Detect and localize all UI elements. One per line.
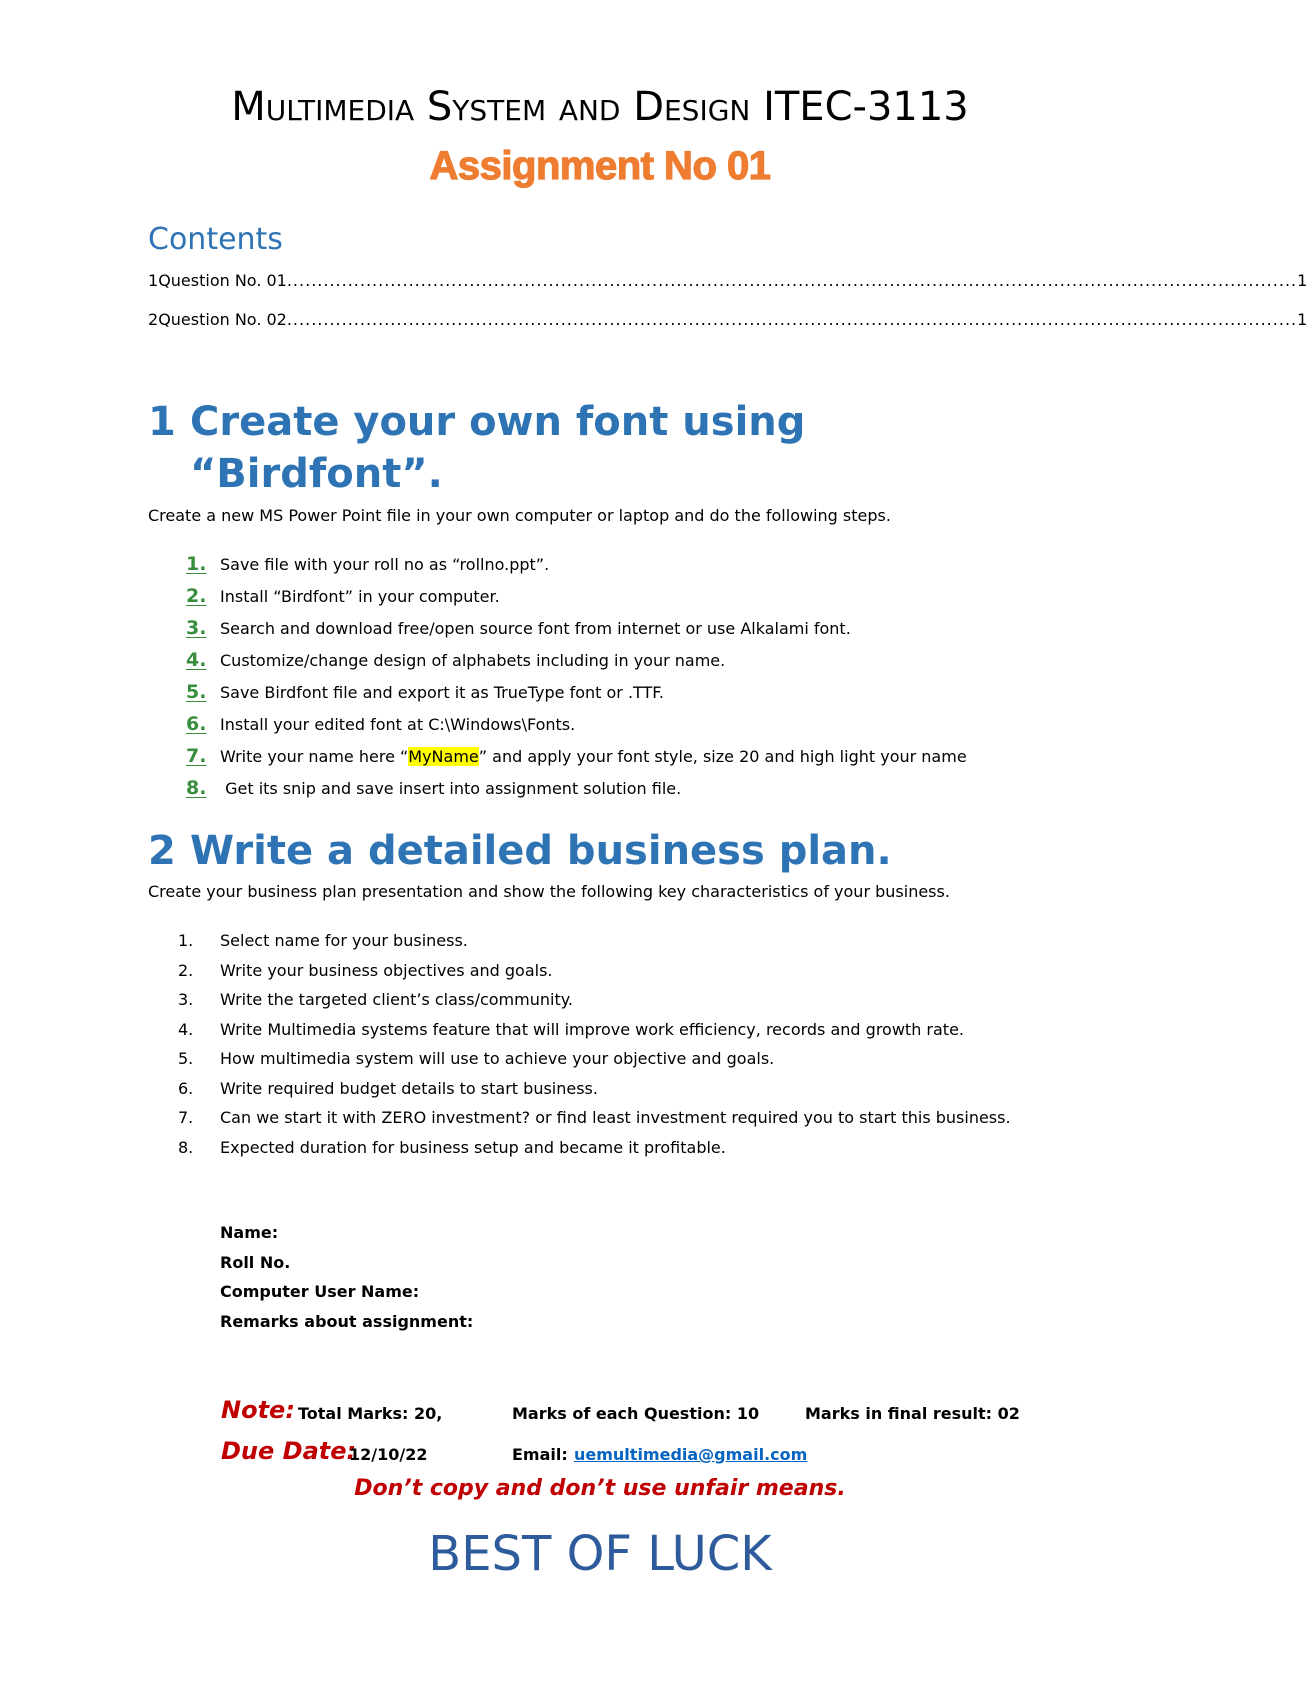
list-item bbox=[178, 1015, 1078, 1045]
list-item bbox=[178, 985, 1078, 1015]
step-number: 1. bbox=[186, 553, 207, 575]
section-heading-line: Write a detailed business plan. bbox=[190, 828, 892, 874]
closing-text: BEST OF LUCK bbox=[428, 1526, 772, 1582]
step-number: 3. bbox=[186, 617, 207, 639]
list-item bbox=[186, 745, 967, 777]
toc-entry-number: 1 bbox=[148, 271, 159, 290]
step-number: 2. bbox=[186, 585, 207, 607]
item-number: 8. bbox=[178, 1137, 194, 1157]
section-number: 1 bbox=[148, 399, 176, 445]
item-number: 3. bbox=[178, 990, 194, 1009]
toc-leader-dots: ...................................................................................................................................................................... bbox=[286, 271, 1298, 290]
step-text: Save Birdfont file and export it as TrueType font or .TTF. bbox=[220, 683, 665, 702]
due-row bbox=[221, 1437, 1121, 1477]
list-item bbox=[178, 1103, 1078, 1133]
list-item bbox=[178, 926, 1078, 956]
toc-entry-label[interactable]: Question No. 02 bbox=[158, 310, 287, 329]
note-label: Note: bbox=[221, 1396, 295, 1424]
step-number: 4. bbox=[186, 649, 207, 671]
list-item bbox=[186, 617, 967, 649]
section-1-heading bbox=[148, 396, 805, 500]
note-row bbox=[221, 1396, 1121, 1436]
warning-text: Don’t copy and don’t use unfair means. bbox=[354, 1476, 846, 1501]
item-text: Can we start it with ZERO investment? or find least investment required you to start this business. bbox=[220, 1108, 1011, 1127]
step-text-before: Write your name here “ bbox=[220, 747, 409, 766]
item-text: Write the targeted client’s class/community. bbox=[220, 990, 573, 1009]
list-item bbox=[178, 1074, 1078, 1104]
item-number: 4. bbox=[178, 1019, 194, 1039]
step-number: 7. bbox=[186, 745, 207, 767]
step-text: Install your edited font at C:\Windows\Fonts. bbox=[220, 715, 576, 734]
due-date-label: Due Date: bbox=[221, 1437, 357, 1465]
toc-entry[interactable] bbox=[148, 310, 1307, 334]
due-date-value: 12/10/22 bbox=[349, 1445, 428, 1464]
step-number: 6. bbox=[186, 713, 207, 735]
item-text: How multimedia system will use to achieve your objective and goals. bbox=[220, 1049, 775, 1068]
toc-leader-dots: ...................................................................................................................................................................... bbox=[286, 310, 1298, 329]
email-link[interactable]: uemultimedia@gmail.com bbox=[574, 1445, 808, 1464]
list-item bbox=[186, 713, 967, 745]
item-number: 7. bbox=[178, 1108, 194, 1127]
item-number: 2. bbox=[178, 960, 194, 980]
list-item bbox=[178, 1133, 1078, 1163]
step-text: Search and download free/open source font from internet or use Alkalami font. bbox=[220, 619, 851, 638]
item-number: 6. bbox=[178, 1078, 194, 1098]
section-2-heading bbox=[148, 825, 892, 877]
name-field-label: Name: bbox=[220, 1223, 279, 1242]
section-1-steps bbox=[186, 553, 967, 809]
step-text-after: ” and apply your font style, size 20 and high light your name bbox=[478, 747, 967, 766]
step-text: Get its snip and save insert into assignment solution file. bbox=[220, 779, 682, 798]
item-number: 1. bbox=[178, 931, 194, 950]
section-heading-line: “Birdfont”. bbox=[190, 451, 443, 497]
document-title: Multimedia System and Design ITEC-3113 bbox=[231, 84, 969, 130]
toc-entry-page: 1 bbox=[1297, 310, 1307, 329]
item-text: Write required budget details to start business. bbox=[220, 1078, 598, 1098]
section-number: 2 bbox=[148, 828, 176, 874]
toc-entry-label[interactable]: Question No. 01 bbox=[158, 271, 287, 290]
marks-each-question: Marks of each Question: 10 bbox=[512, 1404, 760, 1423]
item-text: Write your business objectives and goals. bbox=[220, 960, 553, 980]
assignment-title: Assignment No 01 bbox=[429, 144, 771, 188]
step-text: Install “Birdfont” in your computer. bbox=[220, 587, 500, 606]
contents-heading: Contents bbox=[148, 222, 283, 257]
item-text: Expected duration for business setup and became it profitable. bbox=[220, 1137, 726, 1157]
remarks-field-label: Remarks about assignment: bbox=[220, 1311, 474, 1331]
step-number: 8. bbox=[186, 777, 207, 799]
section-1-intro: Create a new MS Power Point file in your own computer or laptop and do the following steps. bbox=[148, 506, 891, 525]
list-item bbox=[186, 649, 967, 681]
step-number: 5. bbox=[186, 681, 207, 703]
toc-entry-page: 1 bbox=[1297, 271, 1307, 290]
item-text: Write Multimedia systems feature that will improve work efficiency, records and growth rate. bbox=[220, 1019, 965, 1039]
step-text: Save file with your roll no as “rollno.ppt”. bbox=[220, 555, 550, 574]
list-item bbox=[178, 956, 1078, 986]
item-number: 5. bbox=[178, 1049, 194, 1068]
list-item bbox=[186, 585, 967, 617]
email-label: Email: bbox=[512, 1445, 568, 1464]
marks-final-result: Marks in final result: 02 bbox=[805, 1404, 1020, 1423]
toc-entry[interactable] bbox=[148, 271, 1307, 295]
item-text: Select name for your business. bbox=[220, 931, 468, 950]
student-info-fields bbox=[220, 1218, 473, 1336]
section-heading-line: Create your own font using bbox=[190, 399, 806, 445]
toc-entry-number: 2 bbox=[148, 310, 159, 329]
highlighted-name: MyName bbox=[408, 747, 479, 766]
step-text: Customize/change design of alphabets including in your name. bbox=[220, 651, 726, 670]
list-item bbox=[186, 681, 967, 713]
user-field-label: Computer User Name: bbox=[220, 1282, 420, 1301]
roll-field-label: Roll No. bbox=[220, 1252, 291, 1272]
section-2-intro: Create your business plan presentation and show the following key characteristics of your business. bbox=[148, 882, 950, 901]
total-marks: Total Marks: 20, bbox=[298, 1404, 443, 1423]
section-2-list bbox=[178, 926, 1078, 1162]
list-item bbox=[186, 553, 967, 585]
list-item bbox=[178, 1044, 1078, 1074]
list-item bbox=[186, 777, 967, 809]
